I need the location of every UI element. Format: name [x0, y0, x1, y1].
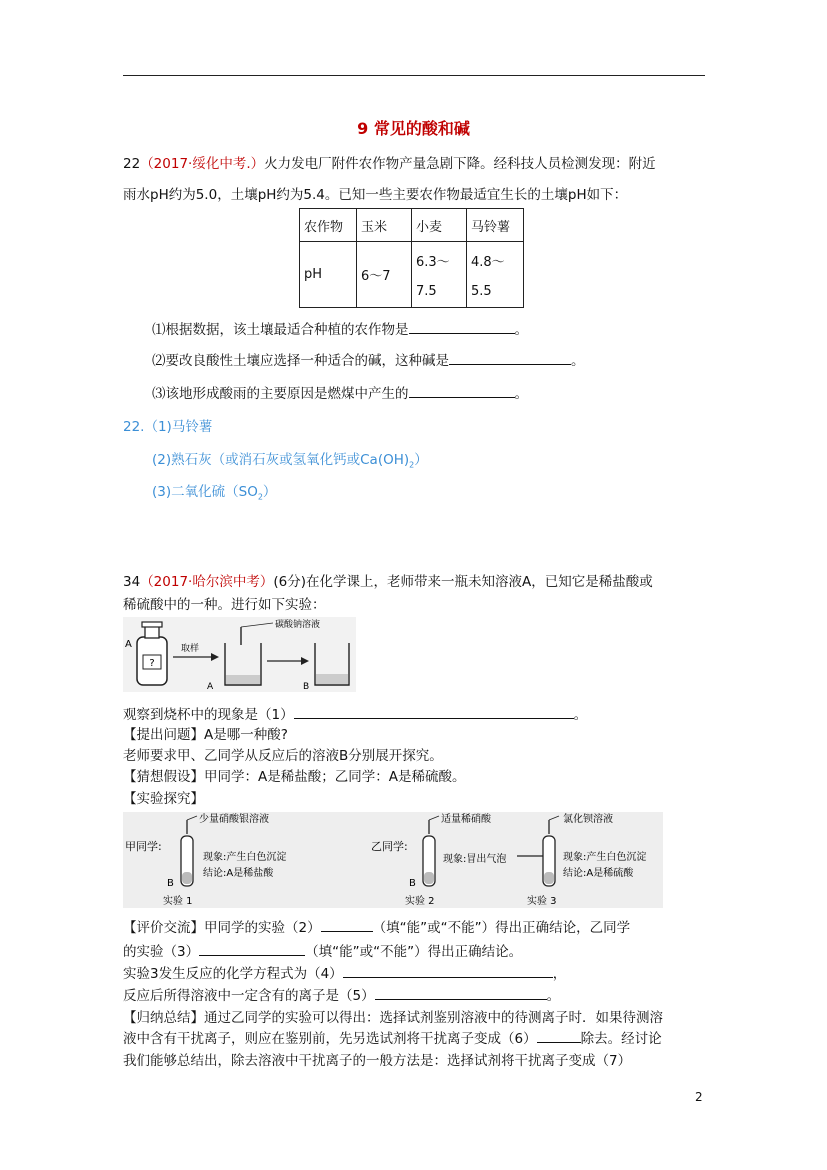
q22-sub3: ⑶该地形成酸雨的主要原因是燃煤中产生的 。 — [152, 382, 528, 402]
page-title: 9 常见的酸和碱 — [357, 119, 470, 138]
yi-reagent: 适量稀硝酸 — [441, 814, 491, 825]
arrow-label: 取样 — [181, 644, 200, 654]
q22-line2: 雨水pH约为5.0，土壤pH约为5.4。已知一些主要农作物最适宜生长的土壤pH如下： — [123, 187, 628, 203]
a22-2: (2)熟石灰（或消石灰或氢氧化钙或$Ca(OH)_2$） — [152, 452, 428, 470]
label-b: B — [303, 682, 310, 692]
label-a2: A — [207, 682, 214, 692]
q34-ask: 【提出问题】A是哪一种酸? — [123, 727, 288, 743]
table-header: 小麦 — [412, 209, 467, 242]
label-a: A — [125, 639, 132, 650]
q34-ions: 反应后所得溶液中一定含有的离子是（5） 。 — [123, 984, 560, 1004]
experiment-1-label: 实验 1 — [163, 896, 193, 907]
jia-reagent: 少量硝酸银溶液 — [199, 814, 269, 825]
q34-teacher: 老师要求甲、乙同学从反应后的溶液B分别展开探究。 — [123, 748, 443, 764]
table-cell: 6.3～ 7.5 — [412, 242, 467, 308]
third-conclusion: 结论:A是稀硫酸 — [563, 868, 634, 879]
q34-explore: 【实验探究】 — [123, 791, 204, 807]
q34-line1: 34（2017·哈尔滨中考）(6分)在化学课上，老师带来一瓶未知溶液A，已知它是稀盐酸或 — [123, 574, 653, 590]
q34-observe: 观察到烧杯中的现象是（1） 。 — [123, 703, 587, 723]
yi-observation: 现象:冒出气泡 — [443, 854, 507, 865]
bottle-question-mark: ? — [149, 658, 155, 669]
q34-summary2: 液中含有干扰离子，则应在鉴别前，先另选试剂将干扰离子变成（6） 除去。经讨论 — [123, 1027, 662, 1047]
b-label-1: B — [167, 878, 174, 889]
experiment-3-label: 实验 3 — [527, 896, 557, 907]
header-rule — [123, 75, 705, 76]
experiment-figure-1 — [123, 617, 356, 692]
q34-summary3: 我们能够总结出，除去溶液中干扰离子的一般方法是：选择试剂将干扰离子变成（7） — [123, 1053, 632, 1069]
experiment-figure-2 — [123, 812, 663, 908]
yi-label: 乙同学: — [371, 840, 408, 853]
crop-ph-table — [299, 208, 524, 308]
reagent-label: 碳酸钠溶液 — [275, 620, 321, 630]
q22-sub2: ⑵要改良酸性土壤应选择一种适合的碱，这种碱是 。 — [152, 349, 585, 369]
table-header: 玉米 — [357, 209, 412, 242]
experiment-2-label: 实验 2 — [405, 896, 435, 907]
q22-text1: 火力发电厂附件农作物产量急剧下降。经科技人员检测发现：附近 — [264, 156, 656, 172]
q34-guess: 【猜想假设】甲同学：A是稀盐酸；乙同学：A是稀硫酸。 — [123, 769, 466, 785]
q34-line2: 稀硫酸中的一种。进行如下实验： — [123, 597, 326, 613]
table-row-label: pH — [300, 242, 357, 308]
table-header: 农作物 — [300, 209, 357, 242]
q22-source: （2017·绥化中考.） — [140, 156, 265, 172]
a22-1: 22.（1)马铃薯 — [123, 419, 213, 435]
table-cell: 4.8～ 5.5 — [467, 242, 524, 308]
q22-number: 22 — [123, 156, 141, 172]
q34-summary1: 【归纳总结】通过乙同学的实验可以得出：选择试剂鉴别溶液中的待测离子时．如果待测溶 — [123, 1010, 663, 1026]
q34-equation: 实验3发生反应的化学方程式为（4） ， — [123, 962, 566, 982]
table-cell: 6～7 — [357, 242, 412, 308]
q22-sub1: ⑴根据数据，该土壤最适合种植的农作物是 。 — [152, 318, 528, 338]
third-observation: 现象:产生白色沉淀 — [563, 852, 647, 863]
q22-line1 — [123, 152, 656, 172]
b-label-2: B — [409, 878, 416, 889]
a22-3: (3)二氧化硫$(SO_2)$ — [152, 484, 277, 502]
q34-source: （2017·哈尔滨中考） — [140, 574, 274, 590]
jia-observation: 现象:产生白色沉淀 — [203, 852, 287, 863]
q34-eval1: 【评价交流】甲同学的实验（2） （填“能”或“不能”）得出正确结论，乙同学 — [123, 916, 630, 936]
table-header: 马铃薯 — [467, 209, 524, 242]
jia-label: 甲同学: — [125, 840, 162, 853]
jia-conclusion: 结论:A是稀盐酸 — [203, 868, 274, 879]
q34-eval2: 的实验（3） （填“能”或“不能”）得出正确结论。 — [123, 940, 522, 960]
page-number: 2 — [695, 1090, 703, 1104]
third-reagent: 氯化钡溶液 — [563, 814, 613, 825]
